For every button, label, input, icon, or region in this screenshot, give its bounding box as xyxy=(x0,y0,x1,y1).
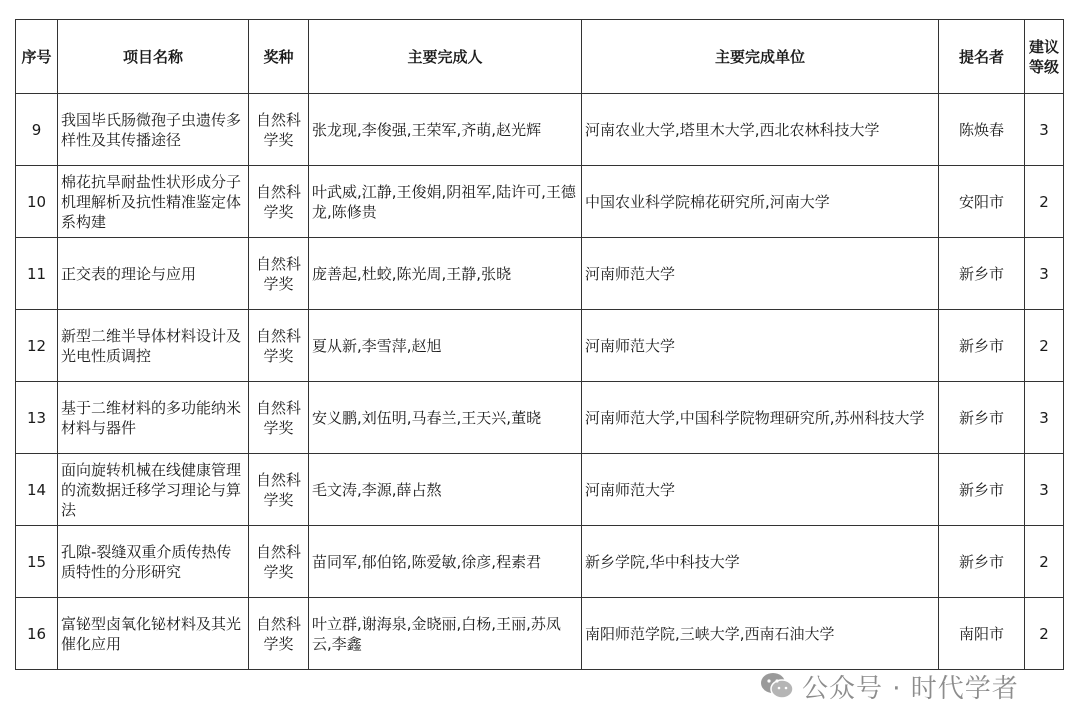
cell-type: 自然科学奖 xyxy=(249,454,309,526)
cell-nominator: 安阳市 xyxy=(939,166,1025,238)
cell-type: 自然科学奖 xyxy=(249,598,309,670)
cell-grade: 2 xyxy=(1025,166,1064,238)
cell-people: 夏从新,李雪萍,赵旭 xyxy=(309,310,582,382)
cell-grade: 3 xyxy=(1025,94,1064,166)
cell-nominator: 陈焕春 xyxy=(939,94,1025,166)
cell-num: 9 xyxy=(16,94,58,166)
cell-name: 正交表的理论与应用 xyxy=(58,238,249,310)
cell-people: 叶立群,谢海泉,金晓丽,白杨,王丽,苏凤云,李鑫 xyxy=(309,598,582,670)
cell-people: 苗同军,郁伯铭,陈爱敏,徐彦,程素君 xyxy=(309,526,582,598)
cell-num: 11 xyxy=(16,238,58,310)
cell-num: 16 xyxy=(16,598,58,670)
cell-name: 新型二维半导体材料设计及光电性质调控 xyxy=(58,310,249,382)
cell-nominator: 新乡市 xyxy=(939,526,1025,598)
cell-units: 河南农业大学,塔里木大学,西北农林科技大学 xyxy=(582,94,939,166)
cell-units: 河南师范大学 xyxy=(582,454,939,526)
cell-grade: 3 xyxy=(1025,238,1064,310)
cell-people: 庞善起,杜蛟,陈光周,王静,张晓 xyxy=(309,238,582,310)
table-row xyxy=(16,310,1064,382)
table-row xyxy=(16,94,1064,166)
cell-name: 我国毕氏肠微孢子虫遗传多样性及其传播途径 xyxy=(58,94,249,166)
watermark-text: 公众号 · 时代学者 xyxy=(802,673,1019,704)
cell-num: 13 xyxy=(16,382,58,454)
cell-name: 棉花抗旱耐盐性状形成分子机理解析及抗性精准鉴定体系构建 xyxy=(58,166,249,238)
cell-grade: 3 xyxy=(1025,454,1064,526)
header-type: 奖种 xyxy=(249,20,309,94)
cell-num: 10 xyxy=(16,166,58,238)
table-row xyxy=(16,166,1064,238)
table-row xyxy=(16,598,1064,670)
cell-nominator: 新乡市 xyxy=(939,238,1025,310)
cell-people: 叶武威,江静,王俊娟,阴祖军,陆许可,王德龙,陈修贵 xyxy=(309,166,582,238)
cell-units: 河南师范大学,中国科学院物理研究所,苏州科技大学 xyxy=(582,382,939,454)
cell-name: 面向旋转机械在线健康管理的流数据迁移学习理论与算法 xyxy=(58,454,249,526)
watermark xyxy=(760,668,1019,704)
table-row xyxy=(16,238,1064,310)
header-people: 主要完成人 xyxy=(309,20,582,94)
cell-type: 自然科学奖 xyxy=(249,238,309,310)
cell-nominator: 新乡市 xyxy=(939,454,1025,526)
cell-grade: 2 xyxy=(1025,310,1064,382)
cell-num: 15 xyxy=(16,526,58,598)
header-num: 序号 xyxy=(16,20,58,94)
cell-grade: 3 xyxy=(1025,382,1064,454)
cell-name: 富铋型卤氧化铋材料及其光催化应用 xyxy=(58,598,249,670)
cell-num: 14 xyxy=(16,454,58,526)
header-name: 项目名称 xyxy=(58,20,249,94)
cell-units: 南阳师范学院,三峡大学,西南石油大学 xyxy=(582,598,939,670)
cell-name: 孔隙-裂缝双重介质传热传质特性的分形研究 xyxy=(58,526,249,598)
cell-units: 河南师范大学 xyxy=(582,310,939,382)
header-units: 主要完成单位 xyxy=(582,20,939,94)
cell-type: 自然科学奖 xyxy=(249,526,309,598)
cell-name: 基于二维材料的多功能纳米材料与器件 xyxy=(58,382,249,454)
cell-type: 自然科学奖 xyxy=(249,94,309,166)
table-row xyxy=(16,526,1064,598)
cell-num: 12 xyxy=(16,310,58,382)
cell-nominator: 新乡市 xyxy=(939,310,1025,382)
header-nominator: 提名者 xyxy=(939,20,1025,94)
cell-type: 自然科学奖 xyxy=(249,382,309,454)
cell-people: 安义鹏,刘伍明,马春兰,王天兴,董晓 xyxy=(309,382,582,454)
cell-grade: 2 xyxy=(1025,598,1064,670)
cell-nominator: 南阳市 xyxy=(939,598,1025,670)
cell-units: 新乡学院,华中科技大学 xyxy=(582,526,939,598)
cell-grade: 2 xyxy=(1025,526,1064,598)
cell-people: 毛文涛,李源,薛占熬 xyxy=(309,454,582,526)
cell-nominator: 新乡市 xyxy=(939,382,1025,454)
awards-table xyxy=(15,19,1064,670)
table-row xyxy=(16,454,1064,526)
cell-people: 张龙现,李俊强,王荣军,齐萌,赵光辉 xyxy=(309,94,582,166)
wechat-icon xyxy=(760,671,794,701)
cell-type: 自然科学奖 xyxy=(249,310,309,382)
cell-units: 中国农业科学院棉花研究所,河南大学 xyxy=(582,166,939,238)
header-grade: 建议 等级 xyxy=(1025,20,1064,94)
cell-type: 自然科学奖 xyxy=(249,166,309,238)
table-row xyxy=(16,382,1064,454)
cell-units: 河南师范大学 xyxy=(582,238,939,310)
header-row xyxy=(16,20,1064,94)
